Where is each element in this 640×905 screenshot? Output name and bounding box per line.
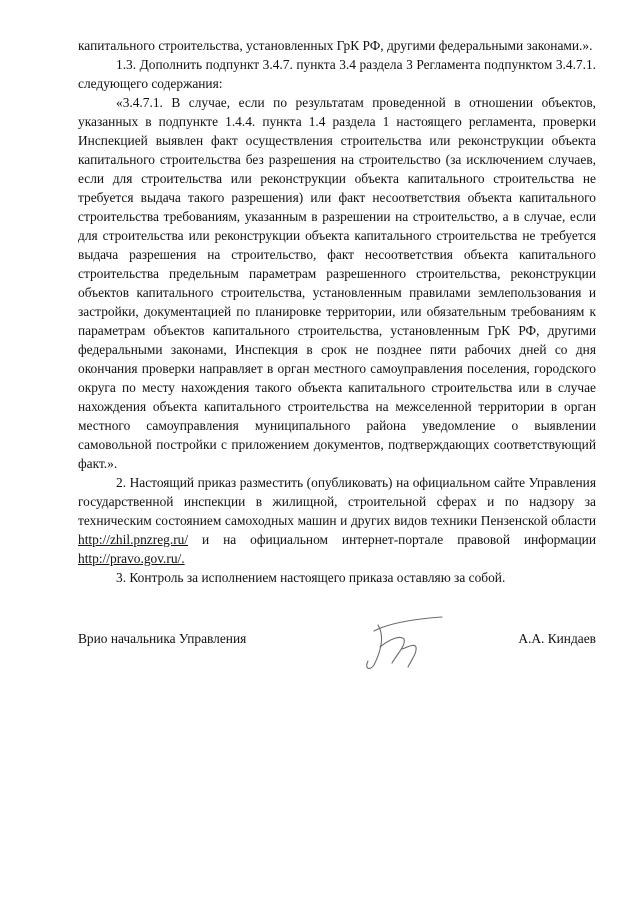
paragraph-3: 3. Контроль за исполнением настоящего приказа оставляю за собой. (116, 570, 506, 585)
paragraph-continuation: капитального строительства, установленных ГрК РФ, другими федеральными законами.». (78, 38, 593, 53)
paragraph-1-3: 1.3. Дополнить подпункт 3.4.7. пункта 3.4 раздела 3 Регламента подпунктом 3.4.7.1. следующего содержания: (78, 57, 596, 91)
paragraph-2-text-a: 2. Настоящий приказ разместить (опубликовать) на официальном сайте Управления государственной инспекции в жилищной, строительной сферах и по надзору за техническим состоянием самоходных машин и других видов техники Пензенской области (78, 475, 596, 528)
signature-stroke-tail (402, 645, 416, 667)
signature-stroke-loop (380, 637, 404, 663)
link-zhil-pnzreg[interactable]: http://zhil.pnzreg.ru/ (78, 532, 189, 547)
paragraph-2 (78, 473, 596, 568)
signature-strokes (367, 617, 442, 668)
signature-stroke-top (374, 617, 442, 631)
signatory-position: Врио начальника Управления (78, 631, 247, 646)
paragraph-3-4-7-1: «3.4.7.1. В случае, если по результатам проведенной в отношении объектов, указанных в подпункте 1.4.4. пункта 1.4 раздела 1 настоящего регламента, проверки Инспекцией выявлен факт осуществления строительства или реконструкции объекта капитального строительства без разрешения на строительство (за исключением случаев, если для строительства или реконструкции объекта капитального строительства не требуется выдача такого разрешения) или факт несоответствия объекта капитального строительства требованиям, указанным в разрешении на строительство, а в случае, если для строительства или реконструкции объекта капитального строительства не требуется выдача разрешения на строительство, факт несоответствия объекта капитального строительства предельным параметрам разрешенного строительства, реконструкции объектов капитального строительства, установленным правилами землепользования и застройки, документацией по планировке территории, или обязательным требованиям к параметрам объектов капитального строительства, установленным ГрК РФ, другими федеральными законами, Инспекция в срок не позднее пяти рабочих дней со дня окончания проверки направляет в орган местного самоуправления поселения, городского округа по месту нахождения такого объекта капитального строительства или в случае нахождения объекта капитального строительства на межселенной территории в орган местного самоуправления муниципального района уведомление о выявлении самовольной постройки с приложением документов, подтверждающих соответствующий факт.». (78, 95, 596, 471)
handwritten-signature (344, 609, 454, 679)
link-pravo-gov[interactable]: http://pravo.gov.ru/. (78, 551, 185, 566)
document-body (78, 36, 596, 587)
paragraph-2-text-b: и на официальном интернет-портале правовой информации (188, 532, 596, 547)
signatory-name: А.А. Киндаев (518, 631, 596, 646)
signature-block (78, 625, 596, 685)
